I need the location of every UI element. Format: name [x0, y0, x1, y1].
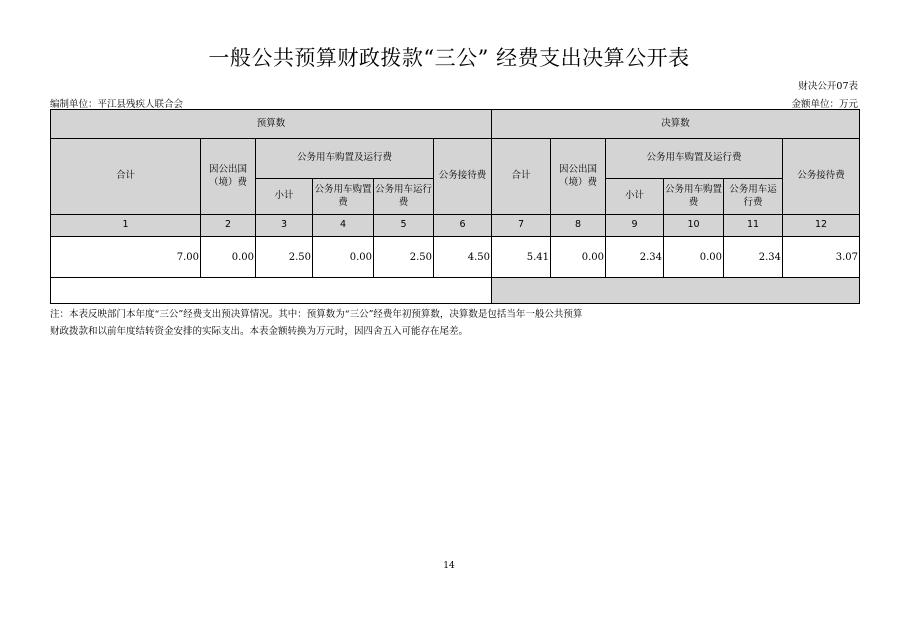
col-number: 5	[374, 215, 434, 237]
col-number: 11	[724, 215, 783, 237]
blank-cell	[51, 278, 492, 304]
col-number: 8	[551, 215, 606, 237]
budget-total-header: 合计	[51, 139, 201, 215]
col-number: 7	[492, 215, 551, 237]
final-total-header: 合计	[492, 139, 551, 215]
value-cell: 0.00	[664, 237, 724, 278]
budget-abroad-header: 因公出国（境）费	[201, 139, 256, 215]
value-cell: 2.34	[724, 237, 783, 278]
amount-unit-label: 金额单位：万元	[791, 99, 858, 110]
value-cell: 5.41	[492, 237, 551, 278]
value-cell: 3.07	[783, 237, 860, 278]
col-number: 1	[51, 215, 201, 237]
col-number: 2	[201, 215, 256, 237]
page-title: 一般公共预算财政拨款“三公” 经费支出决算公开表	[208, 46, 690, 70]
header-row-top	[51, 110, 860, 139]
gray-filler-cell	[492, 278, 860, 304]
blank-tail-row	[51, 278, 860, 304]
value-cell: 0.00	[201, 237, 256, 278]
col-number: 10	[664, 215, 724, 237]
final-abroad-header: 因公出国（境）费	[551, 139, 606, 215]
table-row	[51, 237, 860, 278]
budget-header: 预算数	[51, 110, 492, 139]
budget-subtotal-header: 小计	[256, 179, 313, 215]
table-note	[50, 306, 750, 340]
col-number: 3	[256, 215, 313, 237]
col-number: 6	[434, 215, 492, 237]
form-number: 财决公开07表	[798, 81, 858, 92]
final-vehicle-header: 公务用车购置及运行费	[606, 139, 783, 179]
col-number: 9	[606, 215, 664, 237]
value-cell: 0.00	[551, 237, 606, 278]
value-cell: 4.50	[434, 237, 492, 278]
final-vehicle-purchase-header: 公务用车购置费	[664, 179, 724, 215]
value-cell: 7.00	[51, 237, 201, 278]
value-cell: 0.00	[313, 237, 374, 278]
budget-reception-header: 公务接待费	[434, 139, 492, 215]
note-line: 注：本表反映部门本年度“三公”经费支出预决算情况。其中：预算数为“三公”经费年初预算数，决算数是包括当年一般公共预算	[50, 309, 583, 320]
three-public-expense-table	[50, 109, 860, 304]
col-number: 4	[313, 215, 374, 237]
final-header: 决算数	[492, 110, 860, 139]
budget-vehicle-purchase-header: 公务用车购置费	[313, 179, 374, 215]
budget-vehicle-header: 公务用车购置及运行费	[256, 139, 434, 179]
final-reception-header: 公务接待费	[783, 139, 860, 215]
col-number: 12	[783, 215, 860, 237]
final-subtotal-header: 小计	[606, 179, 664, 215]
final-vehicle-run-header: 公务用车运行费	[724, 179, 783, 215]
note-line: 财政拨款和以前年度结转资金安排的实际支出。本表金额转换为万元时，因四舍五入可能存在尾差。	[50, 326, 469, 337]
column-number-row	[51, 215, 860, 237]
value-cell: 2.34	[606, 237, 664, 278]
budget-vehicle-run-header: 公务用车运行费	[374, 179, 434, 215]
value-cell: 2.50	[374, 237, 434, 278]
value-cell: 2.50	[256, 237, 313, 278]
organization-label: 编制单位：平江县残疾人联合会	[50, 99, 184, 110]
header-row-mid	[51, 139, 860, 179]
page-number: 14	[443, 561, 455, 571]
